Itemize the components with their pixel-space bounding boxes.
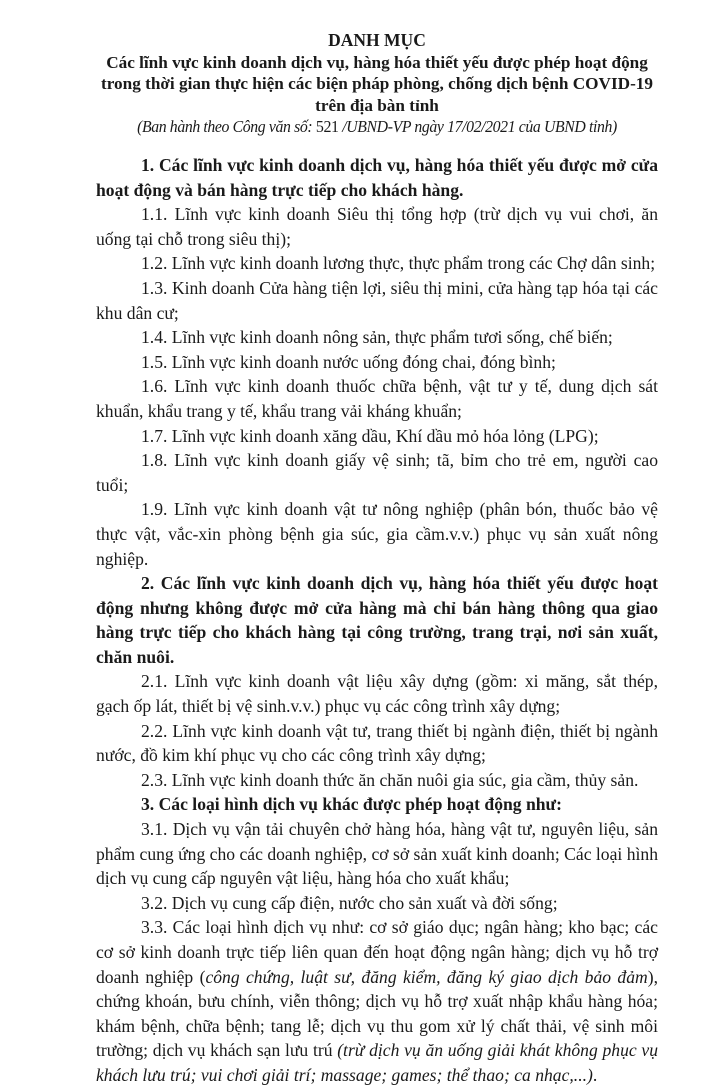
section-heading-2: 2. Các lĩnh vực kinh doanh dịch vụ, hàng hóa thiết yếu được hoạt động nhưng không được mở cửa hàng mà chỉ bán hàng thông qua giao hàng trực tiếp cho khách hàng tại công trường, trang trại, nơi sản xuất, chăn nuôi. [96, 573, 658, 667]
item-italic-text: (trừ dịch vụ ăn uống giải khát không phục vụ khách lưu trú; vui chơi giải trí; massage; games; thể thao; ca nhạc,...) [96, 1040, 658, 1085]
heading-line: Các lĩnh vực kinh doanh dịch vụ, hàng hóa thiết yếu được phép hoạt động [106, 52, 648, 72]
list-item: 1.2. Lĩnh vực kinh doanh lương thực, thực phẩm trong các Chợ dân sinh; [141, 253, 656, 274]
list-item: 1.1. Lĩnh vực kinh doanh Siêu thị tổng hợp (trừ dịch vụ vui chơi, ăn uống tại chỗ trong siêu thị); [96, 204, 658, 249]
issued-by-suffix: /UBND-VP ngày 17/02/2021 của UBND tỉnh) [338, 117, 617, 136]
list-item: 1.9. Lĩnh vực kinh doanh vật tư nông nghiệp (phân bón, thuốc bảo vệ thực vật, vắc-xin phòng bệnh gia súc, gia cầm.v.v.) phục vụ sản xuất nông nghiệp. [96, 499, 658, 569]
item-italic-text: công chứng, luật sư, đăng kiểm, đăng ký giao dịch bảo đảm [205, 966, 648, 987]
list-item: 1.6. Lĩnh vực kinh doanh thuốc chữa bệnh, vật tư y tế, dung dịch sát khuẩn, khẩu trang y tế, khẩu trang vải kháng khuẩn; [96, 376, 658, 421]
list-item: 3.1. Dịch vụ vận tải chuyên chở hàng hóa, hàng vật tư, nguyên liệu, sản phẩm cung ứng cho các doanh nghiệp, cơ sở sản xuất kinh doanh; Các loại hình dịch vụ cung cấp nguyên vật liệu, hàng hóa cho xuất khẩu; [96, 819, 658, 889]
section-heading-3: 3. Các loại hình dịch vụ khác được phép hoạt động như: [141, 794, 562, 815]
document-header [96, 30, 658, 138]
list-item: 1.3. Kinh doanh Cửa hàng tiện lợi, siêu thị mini, cửa hàng tạp hóa tại các khu dân cư; [96, 277, 658, 323]
list-item: 1.5. Lĩnh vực kinh doanh nước uống đóng chai, đóng bình; [141, 351, 556, 372]
item-text: 3.3. Các loại hình dịch vụ như: cơ sở giáo dục; ngân hàng; kho bạc; các cơ sở kinh doanh trực tiếp liên quan đến hoạt động ngân hàng; dịch vụ hỗ trợ doanh nghiệp ( [96, 917, 658, 987]
heading-line: trên địa bàn tỉnh [315, 95, 439, 115]
item-text: ), chứng khoán, bưu chính, viễn thông; dịch vụ hỗ trợ xuất nhập khẩu hàng hóa; khám bệnh, chữa bệnh; tang lễ; dịch vụ thu gom xử lý chất thải, vệ sinh môi trường; dịch vụ khách sạn lưu trú [96, 966, 658, 1061]
list-item: 1.4. Lĩnh vực kinh doanh nông sản, thực phẩm tươi sống, chế biến; [141, 327, 613, 348]
list-item: 2.3. Lĩnh vực kinh doanh thức ăn chăn nuôi gia súc, gia cầm, thủy sản. [141, 769, 639, 790]
item-text: . [592, 1064, 598, 1085]
list-item: 2.2. Lĩnh vực kinh doanh vật tư, trang thiết bị ngành điện, thiết bị ngành nước, đồ kim khí phục vụ cho các công trình xây dựng; [96, 720, 658, 766]
issued-by-line [113, 116, 641, 138]
section-heading-1: 1. Các lĩnh vực kinh doanh dịch vụ, hàng hóa thiết yếu được mở cửa hoạt động và bán hàng trực tiếp cho khách hàng. [96, 155, 658, 200]
list-item: 2.1. Lĩnh vực kinh doanh vật liệu xây dựng (gồm: xi măng, sắt thép, gạch ốp lát, thiết bị vệ sinh.v.v.) phục vụ các công trình xây dựng; [96, 671, 658, 717]
document-page [96, 30, 658, 1088]
document-title: DANH MỤC [328, 30, 426, 50]
list-item: 1.7. Lĩnh vực kinh doanh xăng dầu, Khí dầu mỏ hóa lỏng (LPG); [141, 425, 599, 446]
list-item: 1.8. Lĩnh vực kinh doanh giấy vệ sinh; tã, bỉm cho trẻ em, người cao tuổi; [96, 450, 658, 495]
document-body [96, 153, 658, 1088]
list-item-3-3 [96, 915, 658, 1087]
issued-by-prefix: (Ban hành theo Công văn số: [137, 117, 316, 136]
list-item: 3.2. Dịch vụ cung cấp điện, nước cho sản xuất và đời sống; [141, 892, 558, 913]
document-number: 521 [315, 117, 339, 136]
heading-line: trong thời gian thực hiện các biện pháp phòng, chống dịch bệnh COVID-19 [101, 74, 653, 93]
